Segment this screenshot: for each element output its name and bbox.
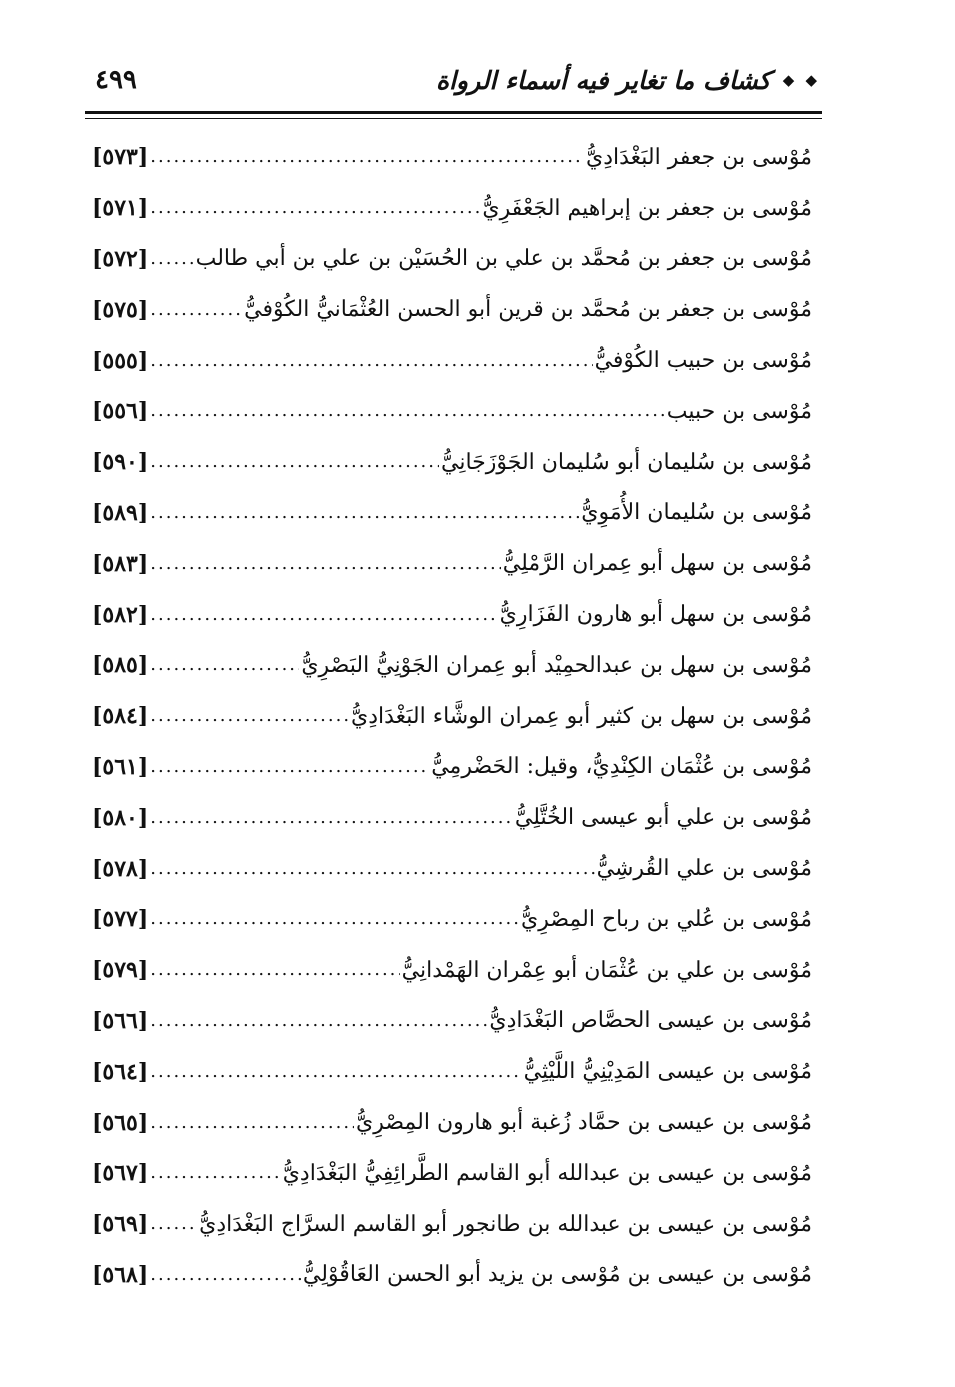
entry-reference-number: [٥٧٧] [92, 906, 149, 933]
index-entry [92, 538, 812, 589]
index-entry [92, 183, 812, 234]
dot-leader [150, 402, 664, 420]
dot-leader [150, 555, 501, 573]
dot-leader [150, 1063, 521, 1081]
entry-name: مُوْسى بن علي القُرشِيُّ [596, 856, 812, 882]
running-title: كشاف ما تغاير فيه أسماء الرواة [435, 65, 771, 95]
dot-leader [150, 1012, 487, 1030]
index-entry [92, 1097, 812, 1148]
entry-name: مُوْسى بن جعفر البَغْدَادِيُّ [586, 144, 812, 170]
dot-leader [150, 961, 399, 979]
entry-name: مُوْسى بن عُثْمَان الكِنْدِيُّ، وقيل: الحَضْرمِيُّ [431, 754, 812, 780]
index-entry [92, 945, 812, 996]
index-entry [92, 234, 812, 285]
entry-reference-number: [٥٦٩] [92, 1211, 149, 1238]
index-entry [92, 1046, 812, 1097]
index-entry [92, 843, 812, 894]
index-entry-list [92, 132, 812, 1300]
entry-name: مُوْسى بن علي أبو عيسى الخُتَّلِيُّ [514, 805, 812, 831]
index-entry [92, 1199, 812, 1250]
entry-name: مُوْسى بن جعفر بن إبراهيم الجَعْفَرِيُّ [482, 195, 812, 221]
index-entry [92, 386, 812, 437]
dot-leader [150, 250, 193, 268]
page-number: ٤٩٩ [95, 65, 137, 95]
index-entry [92, 691, 812, 742]
entry-reference-number: [٥٦٧] [92, 1160, 149, 1187]
dot-leader [150, 707, 349, 725]
dot-leader [150, 809, 513, 827]
diamond-ornament-icon: ◆ ◆ [782, 71, 820, 89]
entry-reference-number: [٥٨٢] [92, 601, 149, 628]
index-entry [92, 742, 812, 793]
dot-leader [150, 606, 497, 624]
dot-leader [150, 148, 584, 166]
entry-reference-number: [٥٧٥] [92, 296, 149, 323]
header-rule-thick [85, 111, 822, 114]
index-entry [92, 1250, 812, 1301]
entry-name: مُوْسى بن عُلي بن رباح المِصْرِيُّ [521, 906, 812, 932]
entry-reference-number: [٥٧١] [92, 195, 149, 222]
entry-name: مُوْسى بن سهل بن عبدالحمِيْد أبو عِمران الجَوْنِيُّ البَصْرِيُّ [301, 652, 812, 678]
index-entry [92, 792, 812, 843]
entry-reference-number: [٥٧٨] [92, 855, 149, 882]
index-entry [92, 437, 812, 488]
entry-name: مُوْسى بن عيسى بن حمَّاد زُغبة أبو هارون المِصْرِيُّ [356, 1110, 812, 1136]
entry-name: مُوْسى بن علي بن عُثْمَان أبو عِمْران الهَمْدانِيُّ [401, 957, 812, 983]
entry-name: مُوْسى بن عيسى الحصَّاص البَغْدَادِيُّ [489, 1008, 812, 1034]
entry-reference-number: [٥٨٥] [92, 652, 149, 679]
entry-reference-number: [٥٥٦] [92, 398, 149, 425]
dot-leader [150, 910, 519, 928]
dot-leader [150, 199, 480, 217]
index-entry [92, 996, 812, 1047]
entry-reference-number: [٥٧٣] [92, 144, 149, 171]
entry-name: مُوْسى بن سهل بن كثير أبو عِمران الوشَّاء البَغْدَادِيُّ [351, 703, 812, 729]
entry-reference-number: [٥٦١] [92, 753, 149, 780]
index-entry [92, 894, 812, 945]
header-rule-thin [85, 118, 822, 119]
entry-reference-number: [٥٦٤] [92, 1058, 149, 1085]
entry-reference-number: [٥٩٠] [92, 449, 149, 476]
index-entry [92, 589, 812, 640]
index-entry [92, 284, 812, 335]
dot-leader [150, 1266, 301, 1284]
index-entry [92, 335, 812, 386]
dot-leader [150, 301, 242, 319]
dot-leader [150, 1164, 280, 1182]
entry-name: مُوْسى بن عيسى المَدِيْنِيُّ اللَّيْثِيُّ [523, 1059, 812, 1085]
index-entry [92, 640, 812, 691]
entry-reference-number: [٥٨٤] [92, 703, 149, 730]
dot-leader [150, 453, 439, 471]
dot-leader [150, 1215, 197, 1233]
entry-name: مُوْسى بن جعفر بن مُحمَّد بن علي بن الحُسَيْن بن علي بن أبي طالب [195, 246, 812, 272]
entry-reference-number: [٥٥٥] [92, 347, 149, 374]
entry-name: مُوْسى بن حبيب الكُوْفيُّ [594, 348, 812, 374]
entry-reference-number: [٥٧٢] [92, 245, 149, 272]
running-title-block [436, 66, 820, 95]
dot-leader [150, 1114, 354, 1132]
entry-reference-number: [٥٨٣] [92, 550, 149, 577]
entry-name: مُوْسى بن سُليمان أبو سُليمان الجَوْزَجَانِيُّ [441, 449, 812, 475]
entry-reference-number: [٥٨٠] [92, 804, 149, 831]
entry-reference-number: [٥٨٩] [92, 499, 149, 526]
dot-leader [150, 352, 592, 370]
entry-name: مُوْسى بن عيسى بن مُوْسى بن يزيد أبو الحسن العَاقُوْلِيُّ [302, 1262, 812, 1288]
entry-reference-number: [٥٦٨] [92, 1261, 149, 1288]
entry-name: مُوْسى بن سُليمان الأُمَوِيُّ [581, 500, 812, 526]
entry-name: مُوْسى بن سهل أبو هارون الفَزَارِيُّ [499, 602, 812, 628]
dot-leader [150, 504, 579, 522]
page-header [95, 58, 820, 102]
entry-name: مُوْسى بن حبيب [666, 398, 812, 424]
dot-leader [150, 656, 299, 674]
entry-name: مُوْسى بن عيسى بن عبدالله أبو القاسم الطَّرائِفِيُّ البَغْدَادِيُّ [282, 1160, 812, 1186]
dot-leader [150, 860, 594, 878]
entry-name: مُوْسى بن عيسى بن عبدالله بن طانجور أبو القاسم السرَّاج البَغْدَادِيُّ [199, 1211, 812, 1237]
entry-reference-number: [٥٦٥] [92, 1109, 149, 1136]
dot-leader [150, 758, 429, 776]
entry-reference-number: [٥٧٩] [92, 957, 149, 984]
index-entry [92, 1148, 812, 1199]
entry-name: مُوْسى بن سهل أبو عِمران الرَّمْلِيُّ [502, 551, 812, 577]
entry-reference-number: [٥٦٦] [92, 1007, 149, 1034]
index-entry [92, 132, 812, 183]
index-entry [92, 488, 812, 539]
entry-name: مُوْسى بن جعفر بن مُحمَّد بن قرين أبو الحسن العُثْمَانيُّ الكُوْفيُّ [244, 297, 812, 323]
